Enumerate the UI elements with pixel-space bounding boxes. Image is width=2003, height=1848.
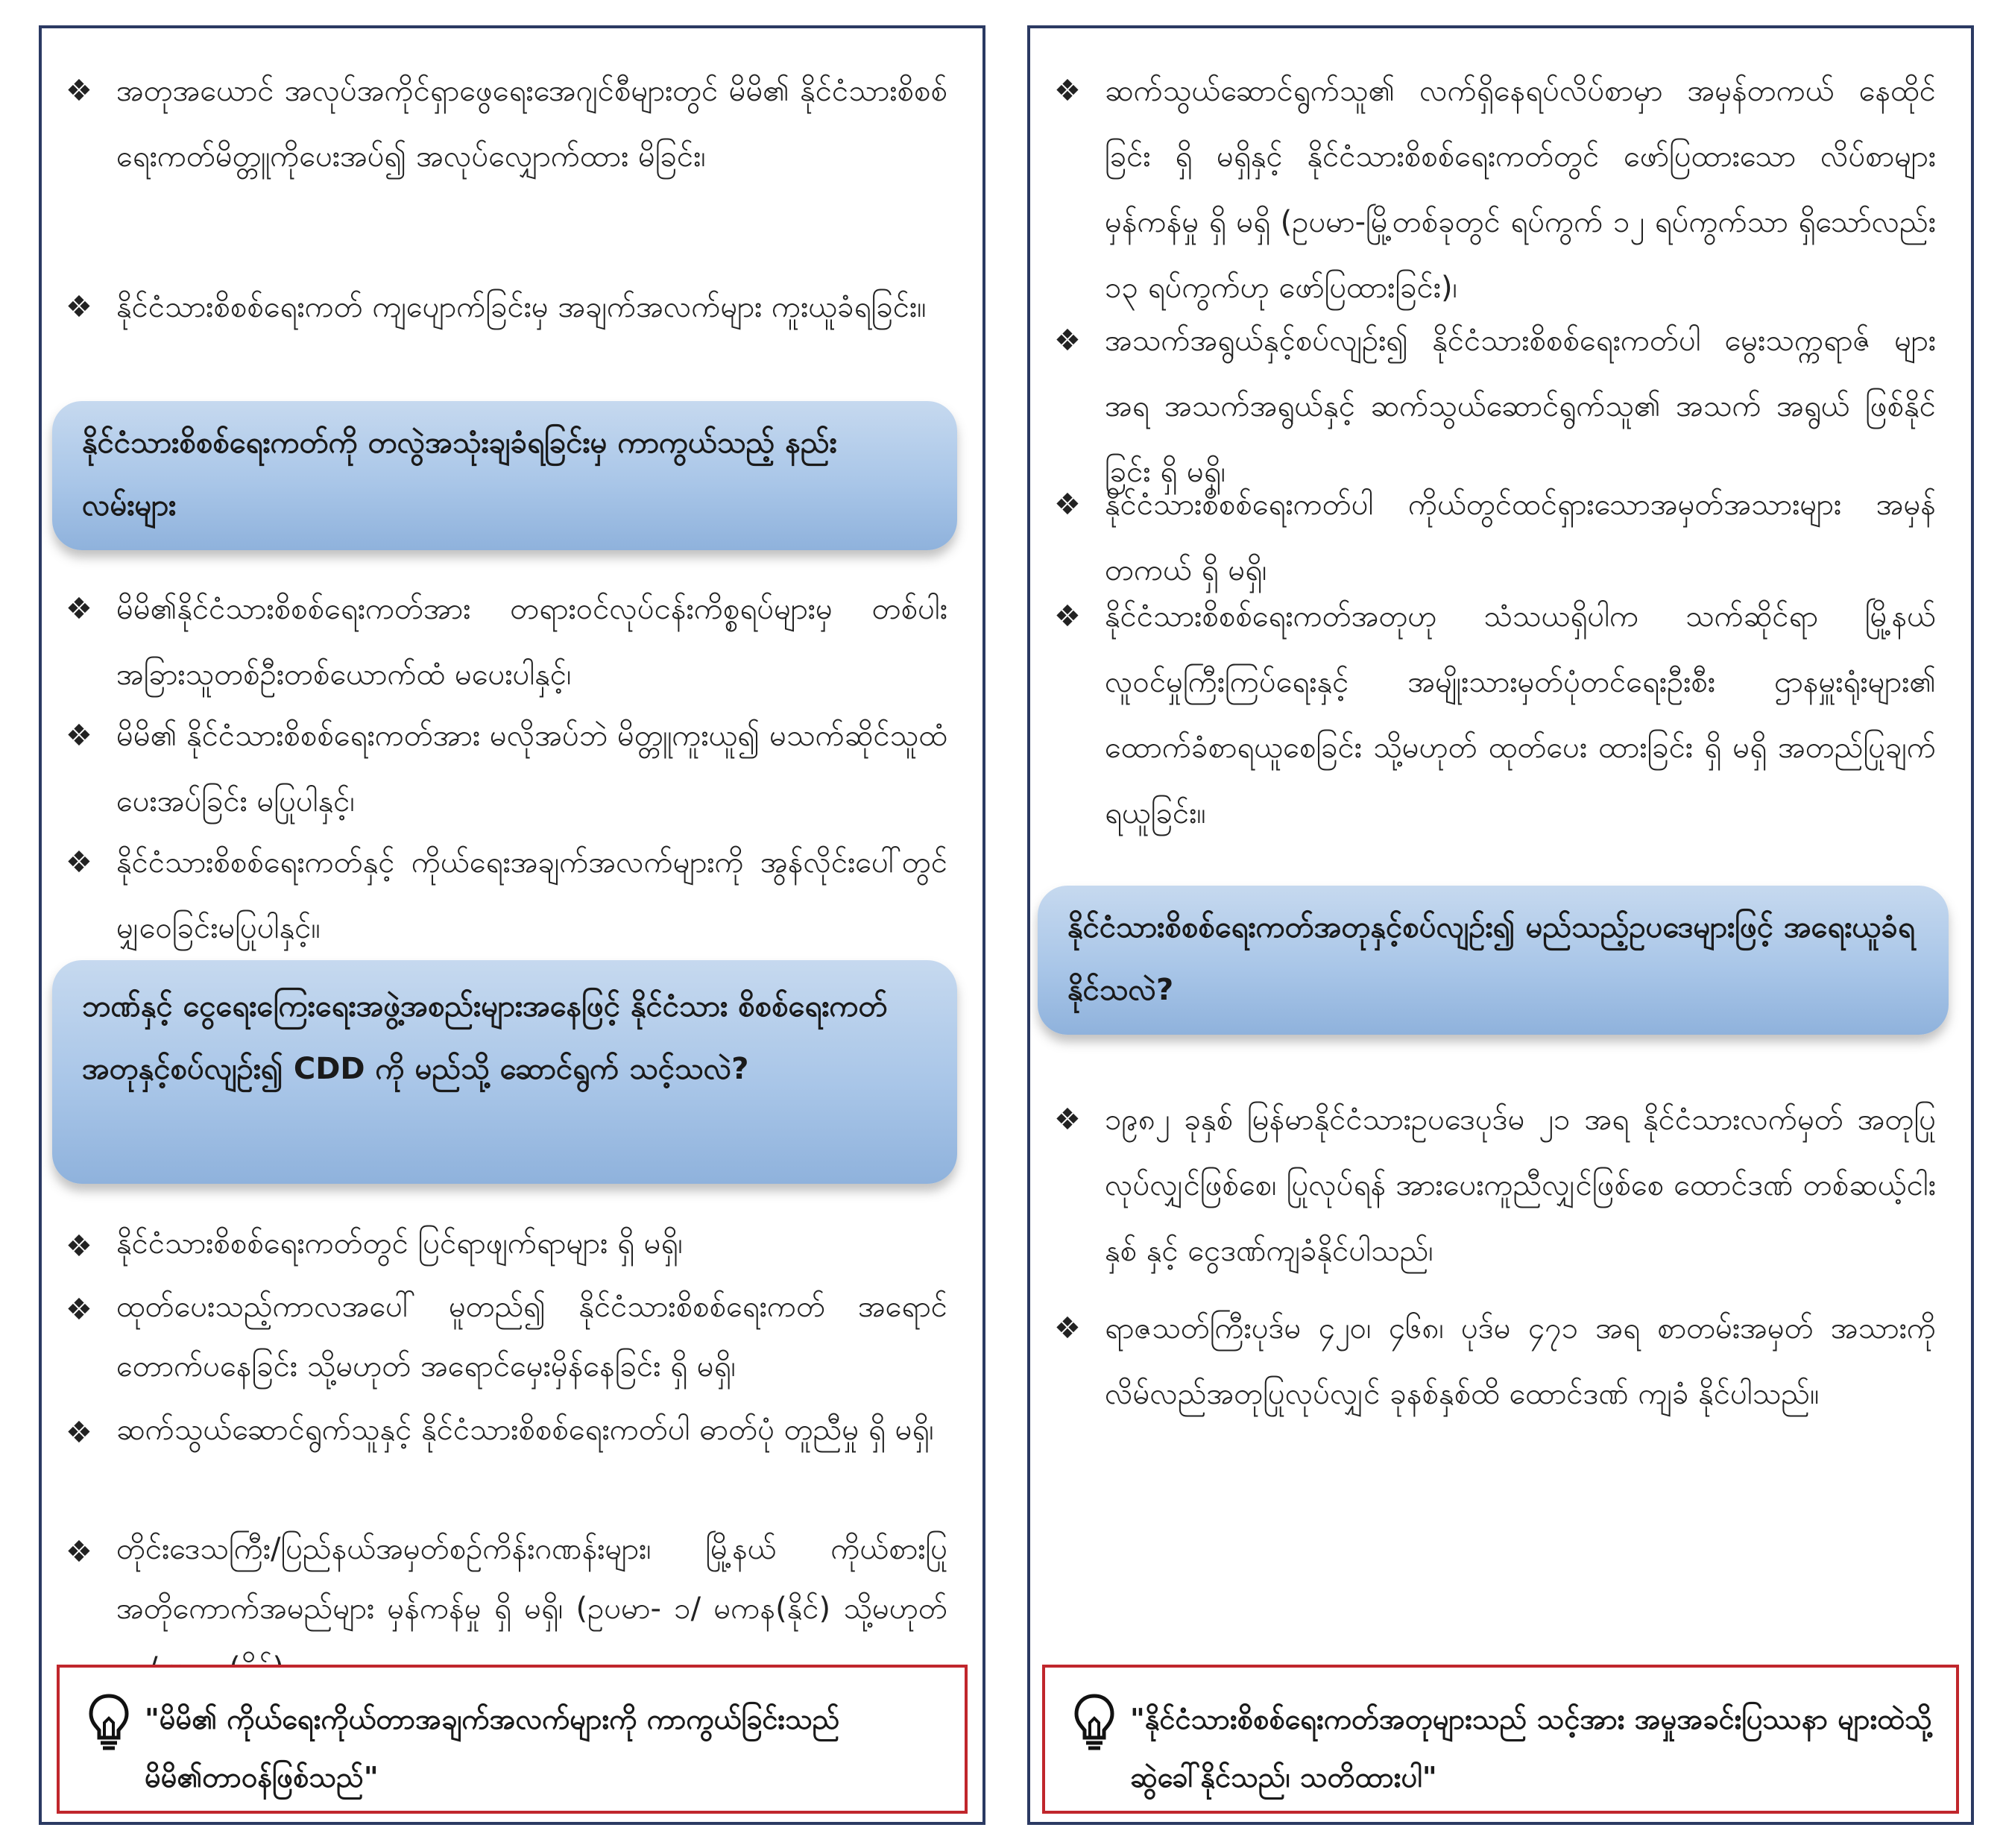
list-item: ❖ နိုင်ငံသားစိစစ်ရေးကတ်အတုဟု သံသယရှိပါက သက်ဆိုင်ရာ မြို့နယ် လူဝင်မှုကြီးကြပ်ရေးနှင့် အမျိုးသားမှတ်ပုံတင်ရေးဦးစီး ဌာနမှူးရုံးများ၏ ထောက်ခံစာရယူစေခြင်း သို့မဟုတ် ထုတ်ပေး ထားခြင်း ရှိ မရှိ အတည်ပြုချက်ရယူခြင်း။ xyxy=(1030,584,1947,846)
list-item: ❖ မိမိ၏ နိုင်ငံသားစိစစ်ရေးကတ်အား မလိုအပ်ဘဲ မိတ္တူကူးယူ၍ မသက်ဆိုင်သူထံ ပေးအပ်ခြင်း မပြုပါနှင့်၊ xyxy=(42,703,959,834)
note-box: "မိမိ၏ ကိုယ်ရေးကိုယ်တာအချက်အလက်များကို ကာကွယ်ခြင်းသည် မိမိ၏တာဝန်ဖြစ်သည်" xyxy=(57,1665,968,1814)
note-box: "နိုင်ငံသားစိစစ်ရေးကတ်အတုများသည် သင့်အား အမှုအခင်းပြဿနာ များထဲသို့ ဆွဲခေါ်နိုင်သည်၊ သတိထားပါ" xyxy=(1042,1665,1959,1814)
bullet-icon: ❖ xyxy=(66,845,92,880)
bullet-icon: ❖ xyxy=(1054,1103,1081,1137)
list-item: ❖ နိုင်ငံသားစိစစ်ရေးကတ်နှင့် ကိုယ်ရေးအချက်အလက်များကို အွန်လိုင်းပေါ်တွင် မျှဝေခြင်းမပြုပါနှင့်။ xyxy=(42,830,959,961)
list-item: ❖ တိုင်းဒေသကြီး/ပြည်နယ်အမှတ်စဉ်ကိန်းဂဏန်းများ၊ မြို့နယ် ကိုယ်စားပြု အတိုကောက်အမည်များ မှန်ကန်မှု ရှိ မရှိ၊ (ဥပမာ- ၁/ မကန(နိုင်) သို့မဟုတ် xyxy=(42,1519,959,1698)
list-item: ❖ ဆက်သွယ်ဆောင်ရွက်သူနှင့် နိုင်ငံသားစိစစ်ရေးကတ်ပါ ဓာတ်ပုံ တူညီမှု ရှိ မရှိ၊ xyxy=(42,1400,959,1466)
bullet-icon: ❖ xyxy=(66,1416,92,1450)
bullet-icon: ❖ xyxy=(66,719,92,753)
left-panel xyxy=(39,25,985,1825)
bullet-icon: ❖ xyxy=(66,1535,92,1569)
right-panel xyxy=(1027,25,1974,1825)
lightbulb-icon xyxy=(1072,1693,1117,1753)
list-item: ❖ နိုင်ငံသားစိစစ်ရေးကတ်တွင် ပြင်ရာဖျက်ရာများ ရှိ မရှိ၊ xyxy=(42,1214,959,1279)
bullet-icon: ❖ xyxy=(1054,599,1081,634)
list-item: ❖ ဆက်သွယ်ဆောင်ရွက်သူ၏ လက်ရှိနေရပ်လိပ်စာမှာ အမှန်တကယ် နေထိုင်ခြင်း ရှိ မရှိနှင့် နိုင်ငံသားစိစစ်ရေးကတ်တွင် ဖော်ပြထားသော လိပ်စာများ မှန်ကန်မှု ရှိ မရှိ (ဥပမာ-မြို့တစ်ခုတွင် ရပ်ကွက် ၁၂ ရပ်ကွက်သာ ရှိသော်လည်း ၁၃ ရပ်ကွက်ဟု ဖော်ပြထားခြင်း)၊ xyxy=(1030,58,1947,321)
list-item: ❖ အသက်အရွယ်နှင့်စပ်လျဉ်း၍ နိုင်ငံသားစိစစ်ရေးကတ်ပါ မွေးသက္ကရာဇ် များအရ အသက်အရွယ်နှင့် ဆက်သွယ်ဆောင်ရွက်သူ၏ အသက် အရွယ် ဖြစ်နိုင်ခြင်း ရှိ မရှိ၊ xyxy=(1030,308,1947,505)
list-item: ❖ အတုအယောင် အလုပ်အကိုင်ရှာဖွေရေးအေဂျင်စီများတွင် မိမိ၏ နိုင်ငံသားစိစစ်ရေးကတ်မိတ္တူကိုပေးအပ်၍ အလုပ်လျှောက်ထား မိခြင်း၊ xyxy=(42,58,959,189)
list-item: ❖ ရာဇသတ်ကြီးပုဒ်မ ၄၂၀၊ ၄၆၈၊ ပုဒ်မ ၄၇၁ အရ စာတမ်းအမှတ် အသားကို လိမ်လည်အတုပြုလုပ်လျှင် ခုနစ်နှစ်ထိ ထောင်ဒဏ် ကျခံ နိုင်ပါသည်။ xyxy=(1030,1296,1947,1427)
bullet-icon: ❖ xyxy=(1054,1311,1081,1346)
bullet-icon: ❖ xyxy=(66,592,92,626)
section-heading-bank-cdd: ဘဏ်နှင့် ငွေရေးကြေးရေးအဖွဲ့အစည်းများအနေဖြင့် နိုင်ငံသား စိစစ်ရေးကတ်အတုနှင့်စပ်လျဉ်း၍ CDD ကို မည်သို့ ဆောင်ရွက် သင့်သလဲ? xyxy=(52,960,957,1184)
list-item: ❖ နိုင်ငံသားစိစစ်ရေးကတ်ပါ ကိုယ်တွင်ထင်ရှားသောအမှတ်အသားများ အမှန်တကယ် ရှိ မရှိ၊ xyxy=(1030,472,1947,603)
list-item: ❖ ၁၉၈၂ ခုနှစ် မြန်မာနိုင်ငံသားဥပဒေပုဒ်မ ၂၁ အရ နိုင်ငံသားလက်မှတ် အတုပြုလုပ်လျှင်ဖြစ်စေ၊ ပြုလုပ်ရန် အားပေးကူညီလျှင်ဖြစ်စေ ထောင်ဒဏ် တစ်ဆယ့်ငါးနှစ် နှင့် ငွေဒဏ်ကျခံနိုင်ပါသည်၊ xyxy=(1030,1087,1947,1284)
bullet-icon: ❖ xyxy=(66,1293,92,1327)
section-heading-laws: နိုင်ငံသားစိစစ်ရေးကတ်အတုနှင့်စပ်လျဉ်း၍ မည်သည့်ဥပဒေများဖြင့် အရေးယူခံရနိုင်သလဲ? xyxy=(1038,886,1949,1035)
bullet-icon: ❖ xyxy=(1054,74,1081,108)
section-heading-protection: နိုင်ငံသားစိစစ်ရေးကတ်ကို တလွဲအသုံးချခံရခြင်းမှ ကာကွယ်သည့် နည်းလမ်းများ xyxy=(52,401,957,550)
bullet-icon: ❖ xyxy=(1054,324,1081,358)
bullet-icon: ❖ xyxy=(1054,488,1081,522)
list-item: ❖ ထုတ်ပေးသည့်ကာလအပေါ် မူတည်၍ နိုင်ငံသားစိစစ်ရေးကတ် အရောင် တောက်ပနေခြင်း သို့မဟုတ် အရောင်မှေးမှိန်နေခြင်း ရှိ မရှိ၊ xyxy=(42,1277,959,1396)
bullet-icon: ❖ xyxy=(66,1229,92,1264)
bullet-icon: ❖ xyxy=(66,74,92,108)
list-item: ❖ နိုင်ငံသားစိစစ်ရေးကတ် ကျပျောက်ခြင်းမှ အချက်အလက်များ ကူးယူခံရခြင်း။ xyxy=(42,274,959,340)
list-item: ❖ မိမိ၏နိုင်ငံသားစိစစ်ရေးကတ်အား တရားဝင်လုပ်ငန်းကိစ္စရပ်များမှ တစ်ပါး အခြားသူတစ်ဦးတစ်ယောက်ထံ မပေးပါနှင့်၊ xyxy=(42,576,959,707)
bullet-icon: ❖ xyxy=(66,290,92,324)
lightbulb-icon xyxy=(86,1693,131,1753)
